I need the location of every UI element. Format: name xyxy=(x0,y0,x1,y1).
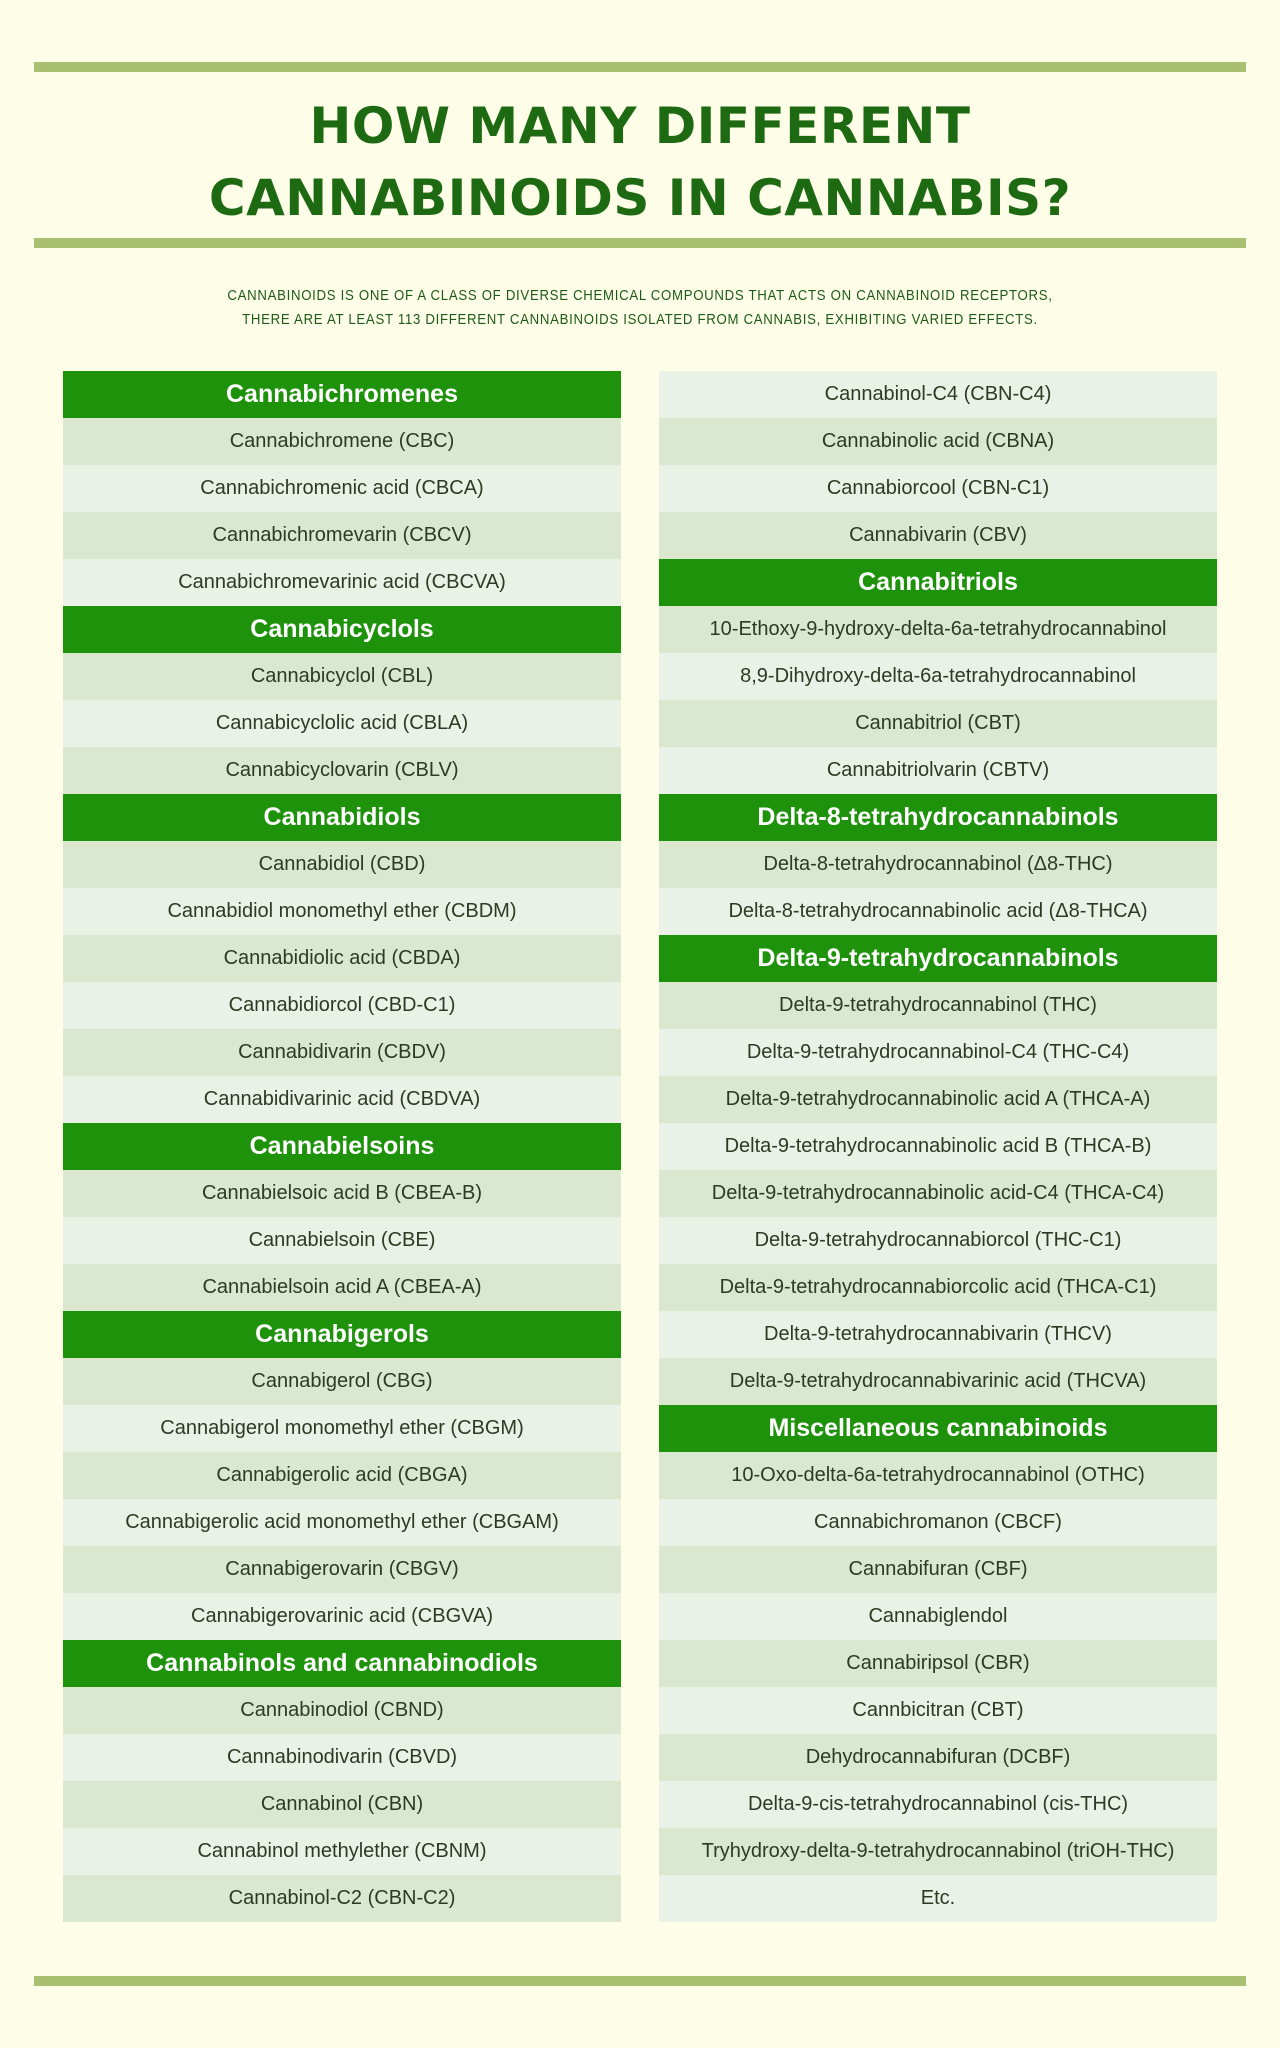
cannabinoid-item: Cannabichromanon (CBCF) xyxy=(659,1499,1217,1546)
cannabinoid-item: Cannabigerovarinic acid (CBGVA) xyxy=(63,1593,621,1640)
cannabinoid-item: Cannabichromevarinic acid (CBCVA) xyxy=(63,559,621,606)
category-header: Cannabidiols xyxy=(63,794,621,841)
cannabinoid-item: Delta-9-tetrahydrocannabinolic acid-C4 (THCA-C4) xyxy=(659,1170,1217,1217)
category-header: Delta-9-tetrahydrocannabinols xyxy=(659,935,1217,982)
category-header: Delta-8-tetrahydrocannabinols xyxy=(659,794,1217,841)
cannabinoid-item: Delta-9-tetrahydrocannabinolic acid B (THCA-B) xyxy=(659,1123,1217,1170)
cannabinoid-item: Cannabichromenic acid (CBCA) xyxy=(63,465,621,512)
cannabinoid-item: Cannabinol-C2 (CBN-C2) xyxy=(63,1875,621,1922)
cannabinoid-item: Cannabielsoin acid A (CBEA-A) xyxy=(63,1264,621,1311)
cannabinoid-item: Cannabinodiol (CBND) xyxy=(63,1687,621,1734)
cannabinoid-item: Cannabicyclol (CBL) xyxy=(63,653,621,700)
cannabinoid-item: Cannabielsoin (CBE) xyxy=(63,1217,621,1264)
cannabinoid-item: Delta-9-cis-tetrahydrocannabinol (cis-THC) xyxy=(659,1781,1217,1828)
cannabinoid-item: Delta-9-tetrahydrocannabiorcolic acid (THCA-C1) xyxy=(659,1264,1217,1311)
cannabinoid-item: Cannabichromene (CBC) xyxy=(63,418,621,465)
intro-line-2: THERE ARE AT LEAST 113 DIFFERENT CANNABINOIDS ISOLATED FROM CANNABIS, EXHIBITING VARIED EFFECTS. xyxy=(242,311,1038,328)
cannabinoid-item: Cannabifuran (CBF) xyxy=(659,1546,1217,1593)
cannabinoid-item: Cannabidiolic acid (CBDA) xyxy=(63,935,621,982)
cannabinoid-item: Cannabinol (CBN) xyxy=(63,1781,621,1828)
page-title xyxy=(0,90,1280,234)
intro-line-1: CANNABINOIDS IS ONE OF A CLASS OF DIVERSE CHEMICAL COMPOUNDS THAT ACTS ON CANNABINOID RECEPTORS, xyxy=(227,287,1053,304)
cannabinoid-item: 8,9-Dihydroxy-delta-6a-tetrahydrocannabinol xyxy=(659,653,1217,700)
cannabinoid-item: Cannabinodivarin (CBVD) xyxy=(63,1734,621,1781)
cannabinoid-item: Dehydrocannabifuran (DCBF) xyxy=(659,1734,1217,1781)
category-header: Cannabitriols xyxy=(659,559,1217,606)
cannabinoid-item: 10-Ethoxy-9-hydroxy-delta-6a-tetrahydrocannabinol xyxy=(659,606,1217,653)
cannabinoid-item: Cannabiglendol xyxy=(659,1593,1217,1640)
category-header: Cannabielsoins xyxy=(63,1123,621,1170)
intro-text xyxy=(77,284,1203,332)
bottom-divider xyxy=(34,1976,1246,1986)
cannabinoid-item: Delta-8-tetrahydrocannabinolic acid (Δ8-THCA) xyxy=(659,888,1217,935)
cannabinoid-item: Cannabinolic acid (CBNA) xyxy=(659,418,1217,465)
cannabinoid-item: Cannabinol-C4 (CBN-C4) xyxy=(659,371,1217,418)
cannabinoid-item: Cannabiorcool (CBN-C1) xyxy=(659,465,1217,512)
cannabinoid-item: Cannabigerol (CBG) xyxy=(63,1358,621,1405)
cannabinoid-item: Tryhydroxy-delta-9-tetrahydrocannabinol (triOH-THC) xyxy=(659,1828,1217,1875)
cannabinoid-item: Cannabigerolic acid monomethyl ether (CBGAM) xyxy=(63,1499,621,1546)
cannabinoid-item: Cannabidiorcol (CBD-C1) xyxy=(63,982,621,1029)
cannabinoid-item: Delta-9-tetrahydrocannabinolic acid A (THCA-A) xyxy=(659,1076,1217,1123)
category-header: Miscellaneous cannabinoids xyxy=(659,1405,1217,1452)
cannabinoid-item: Cannbicitran (CBT) xyxy=(659,1687,1217,1734)
title-line-1: HOW MANY DIFFERENT xyxy=(309,97,971,155)
right-column-list xyxy=(659,371,1217,1922)
left-column-list xyxy=(63,371,621,1922)
cannabinoid-item: Cannabitriolvarin (CBTV) xyxy=(659,747,1217,794)
category-header: Cannabicyclols xyxy=(63,606,621,653)
cannabinoid-item: Cannabigerovarin (CBGV) xyxy=(63,1546,621,1593)
top-divider xyxy=(34,62,1246,72)
cannabinoid-item: Cannabidiol (CBD) xyxy=(63,841,621,888)
cannabinoid-item: Etc. xyxy=(659,1875,1217,1922)
cannabinoid-item: Cannabivarin (CBV) xyxy=(659,512,1217,559)
cannabinoid-item: Delta-9-tetrahydrocannabiorcol (THC-C1) xyxy=(659,1217,1217,1264)
cannabinoid-item: Delta-9-tetrahydrocannabinol (THC) xyxy=(659,982,1217,1029)
cannabinoid-item: Cannabitriol (CBT) xyxy=(659,700,1217,747)
cannabinoid-item: Cannabigerolic acid (CBGA) xyxy=(63,1452,621,1499)
title-line-2: CANNABINOIDS IN CANNABIS? xyxy=(208,169,1072,227)
cannabinoid-item: Cannabidiol monomethyl ether (CBDM) xyxy=(63,888,621,935)
cannabinoid-item: Cannabicyclolic acid (CBLA) xyxy=(63,700,621,747)
category-header: Cannabichromenes xyxy=(63,371,621,418)
cannabinoid-item: Cannabicyclovarin (CBLV) xyxy=(63,747,621,794)
cannabinoid-item: Cannabidivarin (CBDV) xyxy=(63,1029,621,1076)
cannabinoid-item: Cannabielsoic acid B (CBEA-B) xyxy=(63,1170,621,1217)
cannabinoid-item: Delta-9-tetrahydrocannabinol-C4 (THC-C4) xyxy=(659,1029,1217,1076)
cannabinoid-item: Cannabiripsol (CBR) xyxy=(659,1640,1217,1687)
cannabinoid-item: 10-Oxo-delta-6a-tetrahydrocannabinol (OTHC) xyxy=(659,1452,1217,1499)
cannabinoid-item: Cannabinol methylether (CBNM) xyxy=(63,1828,621,1875)
cannabinoid-item: Cannabigerol monomethyl ether (CBGM) xyxy=(63,1405,621,1452)
category-header: Cannabigerols xyxy=(63,1311,621,1358)
cannabinoid-item: Cannabidivarinic acid (CBDVA) xyxy=(63,1076,621,1123)
title-divider xyxy=(34,238,1246,248)
cannabinoid-item: Cannabichromevarin (CBCV) xyxy=(63,512,621,559)
cannabinoid-item: Delta-8-tetrahydrocannabinol (Δ8-THC) xyxy=(659,841,1217,888)
cannabinoid-item: Delta-9-tetrahydrocannabivarin (THCV) xyxy=(659,1311,1217,1358)
category-header: Cannabinols and cannabinodiols xyxy=(63,1640,621,1687)
cannabinoid-item: Delta-9-tetrahydrocannabivarinic acid (THCVA) xyxy=(659,1358,1217,1405)
